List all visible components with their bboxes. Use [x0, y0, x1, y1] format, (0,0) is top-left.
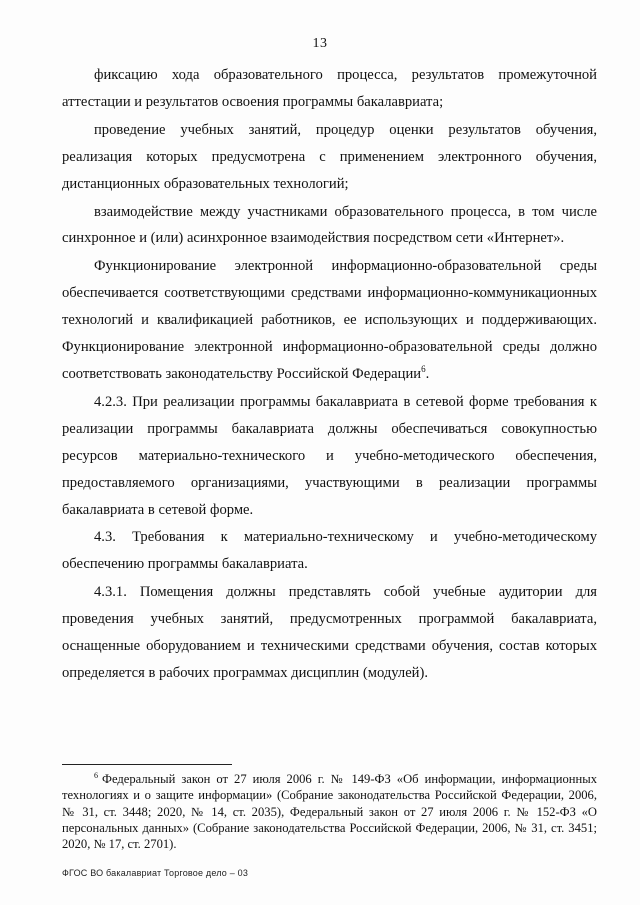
footnote-divider	[62, 764, 232, 765]
paragraph-fixation: фиксацию хода образовательного процесса, результатов промежуточной аттестации и результатов освоения программы бакалавриата;	[62, 67, 597, 110]
paragraph-4-3: 4.3. Требования к материально-техническому и учебно-методическому обеспечению программы бакалавриата.	[62, 529, 597, 573]
paragraph-conducting-classes: проведение учебных занятий, процедур оценки результатов обучения, реализация которых предусмотрена с применением электронного обучения, дистанционных образовательных технологий;	[62, 121, 597, 192]
paragraph-eios-tail: .	[425, 365, 430, 382]
paragraph-eios-functioning	[62, 253, 597, 388]
footnote-text: Федеральный закон от 27 июля 2006 г. № 149-ФЗ «Об информации, информационных технологиях и о защите информации» (Собрание законодательства Российской Федерации, 2006, № 31, ст. 3448; 2020, № 14, ст. 2035), Федеральный закон от 27 июля 2006 г. № 152-ФЗ «О персональных данных» (Собрание законодательства Российской Федерации, 2006, № 31, ст. 3451; 2020, № 17, ст. 2701).	[62, 772, 597, 852]
paragraph-eios-text: Функционирование электронной информационно-образовательной среды обеспечивается соответствующими средствами информационно-коммуникационных технологий и квалификацией работников, ее использующих и поддерживающих. Функционирование электронной информационно-образовательной среды должно соответствовать законодательству Российской Федерации	[62, 258, 597, 382]
footer-stamp: ФГОС ВО бакалавриат Торговое дело – 03	[62, 868, 249, 878]
body-text	[62, 62, 597, 687]
footnote-mark: 6	[94, 770, 98, 780]
paragraph-interaction: взаимодействие между участниками образовательного процесса, в том числе синхронное и (или) асинхронное взаимодействия посредством сети «Интернет».	[62, 203, 597, 247]
paragraph-4-3-1: 4.3.1. Помещения должны представлять собой учебные аудитории для проведения учебных занятий, предусмотренных программой бакалавриата, оснащенные оборудованием и техническими средствами обучения, состав которых определяется в рабочих программах дисциплин (модулей).	[62, 584, 597, 681]
footnote-reference[interactable]: 6	[421, 364, 426, 375]
paragraph-4-2-3: 4.2.3. При реализации программы бакалавриата в сетевой форме требования к реализации программы бакалавриата должны обеспечиваться совокупностью ресурсов материально-технического и учебно-методического обеспечения, предоставляемого организациями, участвующими в реализации программы бакалавриата в сетевой форме.	[62, 393, 597, 518]
footnote	[62, 771, 597, 852]
page-number: 13	[312, 36, 328, 51]
